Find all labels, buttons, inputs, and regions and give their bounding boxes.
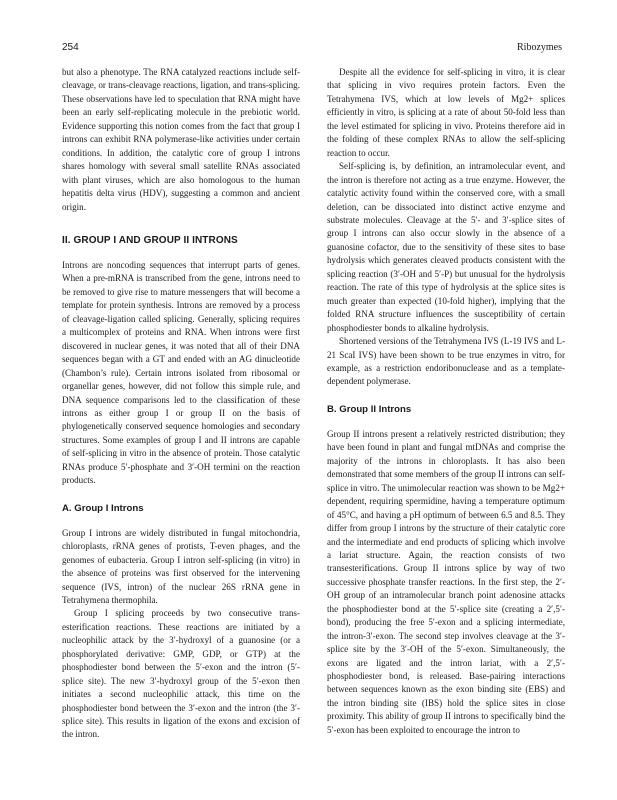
right-column: [327, 66, 565, 737]
running-header: [62, 41, 562, 55]
body-paragraph: Shortened versions of the Tetrahymena IVS (L-19 IVS and L-21 ScaI IVS) have been shown to be true enzymes in vitro, for example, as a restriction endoribonuclease and as a template-dependent polymerase.: [327, 336, 565, 387]
left-column: [62, 66, 300, 742]
body-paragraph: Self-splicing is, by definition, an intramolecular event, and the intron is therefore not acting as a true enzyme. However, the catalytic activity found within the conserved core, with a small deletion, can be dissociated into distinct active enzyme and substrate molecules. Cleavage at the 5′- and 3′-splice sites of group I introns can also occur slowly in the absence of a guanosine cofactor, due to the sensitivity of these sites to base hydrolysis which generates cleaved products consistent with the splicing reaction (3′-OH and 5′-P) but unusual for the hydrolysis reaction. The rate of this type of hydrolysis at the splice sites is much greater than expected (10-fold higher), implying that the folded RNA structure influences the susceptibility of certain phosphodiester bonds to alkaline hydrolysis.: [327, 161, 565, 333]
body-paragraph: Introns are noncoding sequences that interrupt parts of genes. When a pre-mRNA is transcribed from the gene, introns need to be removed to give rise to mature messengers that will become a template for protein synthesis. Introns are removed by a process of cleavage-ligation called splicing. Generally, splicing requires a multicomplex of proteins and RNA. When introns were first discovered in nuclear genes, it was noted that all of their DNA sequences began with a GT and ended with an AG dinucleotide (Chambon’s rule). Certain introns isolated from ribosomal or organellar genes, however, did not follow this simple rule, and DNA sequence comparisons led to the classification of these introns as either group I or group II on the basis of phylogenetically conserved sequence homologies and secondary structures. Some examples of group I and II introns are capable of self-splicing in vitro in the absence of protein. Those catalytic RNAs produce 5′-phosphate and 3′-OH termini on the reaction products.: [62, 259, 300, 486]
section-heading: II. GROUP I AND GROUP II INTRONS: [62, 234, 238, 246]
body-paragraph: Group II introns present a relatively restricted distribution; they have been found in plant and fungal mtDNAs and comprise the majority of the introns in chloroplasts. It has also been demonstrated that some members of the group II introns can self-splice in vitro. The unimolecular reaction was shown to be Mg2+ dependent, requiring spermidine, having a temperature optimum of 45°C, and having a pH optimum of between 6.5 and 8.5. They differ from group I introns by the structure of their catalytic core and the intermediate and end products of splicing which involve a lariat structure. Again, the reaction consists of two transesterifications. Group II introns splice by way of two successive phosphate transfer reactions. In the first step, the 2′-OH group of an intramolecular branch point adenosine attacks the phosphodiester bond at the 5′-splice site (creating a 2′,5′-bond), producing the free 5′-exon and a splicing intermediate, the intron-3′-exon. The second step involves cleavage at the 3′-splice site by the 3′-OH of the 5′-exon. Simultaneously, the exons are ligated and the intron lariat, with a 2′,5′-phosphodiester bond, is released. Base-pairing interactions between sequences known as the exon binding site (EBS) and the intron binding site (IBS) hold the splice sites in close proximity. This ability of group II introns to specifically bind the 5′-exon has been exploited to encourage the intron to: [327, 428, 565, 735]
body-paragraph: Group I splicing proceeds by two consecutive trans-esterification reactions. These reactions are initiated by a nucleophilic attack by the 3′-hydroxyl of a guanosine (or a phosphorylated derivative: GMP, GDP, or GTP) at the phosphodiester bond between the 5′-exon and the intron (5′-splice site). The new 3′-hydroxyl group of the 5′-exon then initiates a second nucleophilic attack, this time on the phosphodiester bond between the 3′-exon and the intron (the 3′-splice site). This results in ligation of the exons and excision of the intron.: [62, 608, 300, 740]
subsection-heading: B. Group II Introns: [327, 403, 412, 415]
body-paragraph: Despite all the evidence for self-splicing in vitro, it is clear that splicing in vivo requires protein factors. Even the Tetrahymena IVS, which at low levels of Mg2+ splices efficiently in vitro, is splicing at a rate of about 50-fold less than the level estimated for splicing in vivo. Proteins therefore aid in the folding of these complex RNAs to allow the self-splicing reaction to occur.: [327, 67, 565, 158]
subsection-heading: A. Group I Introns: [62, 502, 144, 514]
body-paragraph: but also a phenotype. The RNA catalyzed reactions include self-cleavage, or trans-cleavage reactions, ligation, and trans-splicing. These observations have led to speculation that RNA might have been an early self-replicating molecule in the prebiotic world. Evidence supporting this notion comes from the fact that group I introns can exhibit RNA polymerase-like activities under certain conditions. In addition, the catalytic core of group I introns shares homology with several small satellite RNAs associated with plant viruses, which are also homologous to the human hepatitis delta virus (HDV), suggesting a common and ancient origin.: [62, 67, 300, 212]
page-number: 254: [62, 42, 79, 53]
running-title: Ribozymes: [517, 42, 562, 53]
body-paragraph: Group I introns are widely distributed in fungal mitochondria, chloroplasts, rRNA genes of protists, T-even phages, and the genomes of eubacteria. Group I intron self-splicing (in vitro) in the absence of proteins was first observed for the intervening sequence (IVS, intron) of the nuclear 26S rRNA gene in Tetrahymena thermophila.: [62, 527, 300, 605]
